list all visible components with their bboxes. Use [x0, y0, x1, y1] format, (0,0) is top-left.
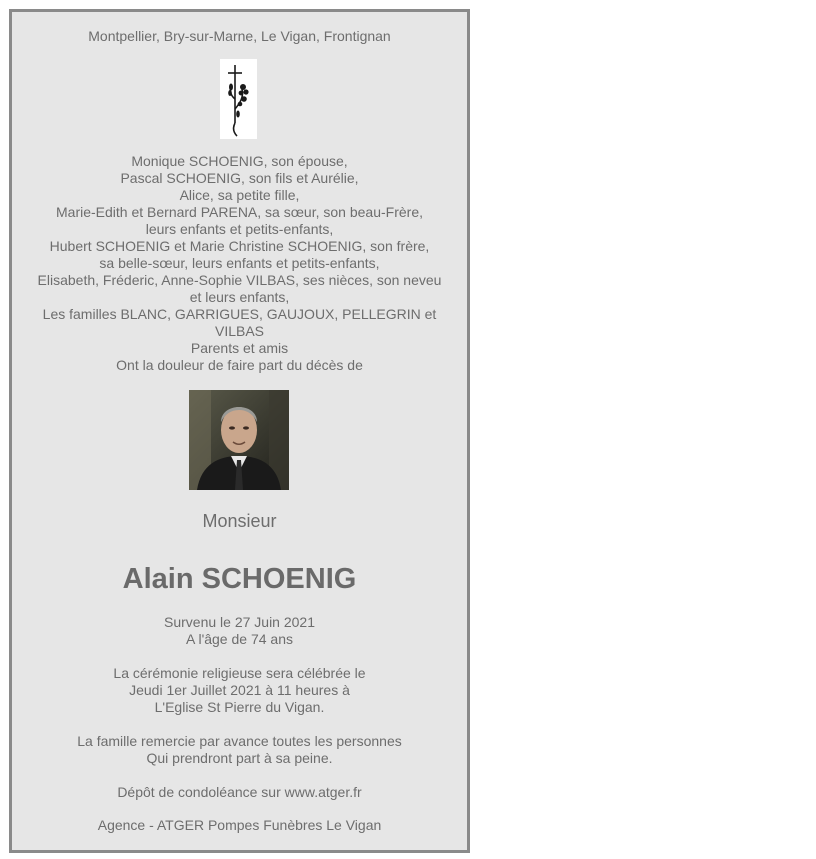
obituary-card [9, 9, 470, 853]
family-line-7: sa belle-sœur, leurs enfants et petits-enfants, [99, 255, 380, 271]
locations-header: Montpellier, Bry-sur-Marne, Le Vigan, Frontignan [88, 28, 391, 44]
ceremony-line-3: L'Eglise St Pierre du Vigan. [154, 699, 325, 715]
honorific-title: Monsieur [202, 511, 277, 531]
condolence-text: Dépôt de condoléance sur www.atger.fr [117, 784, 362, 800]
thanks-line-2: Qui prendront part à sa peine. [146, 750, 333, 766]
family-line-6: Hubert SCHOENIG et Marie Christine SCHOENIG, son frère, [49, 238, 430, 254]
family-line-5: leurs enfants et petits-enfants, [145, 221, 334, 237]
family-line-10: Les familles BLANC, GARRIGUES, GAUJOUX, PELLEGRIN et [42, 306, 437, 322]
family-line-3: Alice, sa petite fille, [179, 187, 300, 203]
family-line-4: Marie-Edith et Bernard PARENA, sa sœur, son beau-Frère, [56, 204, 423, 220]
cross-flower-icon [220, 59, 257, 139]
age-at-death: A l'âge de 74 ans [186, 631, 293, 647]
family-line-9: et leurs enfants, [189, 289, 290, 305]
thanks-line-1: La famille remercie par avance toutes les personnes [77, 733, 402, 749]
deceased-name: Alain SCHOENIG [122, 563, 357, 595]
family-line-1: Monique SCHOENIG, son épouse, [131, 153, 348, 169]
agency-text: Agence - ATGER Pompes Funèbres Le Vigan [97, 817, 382, 833]
family-line-13: Ont la douleur de faire part du décès de [116, 357, 363, 373]
family-line-11: VILBAS [214, 323, 265, 339]
family-line-8: Elisabeth, Fréderic, Anne-Sophie VILBAS, ses nièces, son neveu [37, 272, 442, 288]
family-line-2: Pascal SCHOENIG, son fils et Aurélie, [120, 170, 359, 186]
date-of-death: Survenu le 27 Juin 2021 [164, 614, 315, 630]
ceremony-line-2: Jeudi 1er Juillet 2021 à 11 heures à [129, 682, 350, 698]
portrait-photo [189, 390, 289, 490]
ceremony-line-1: La cérémonie religieuse sera célébrée le [113, 665, 366, 681]
family-line-12: Parents et amis [190, 340, 289, 356]
